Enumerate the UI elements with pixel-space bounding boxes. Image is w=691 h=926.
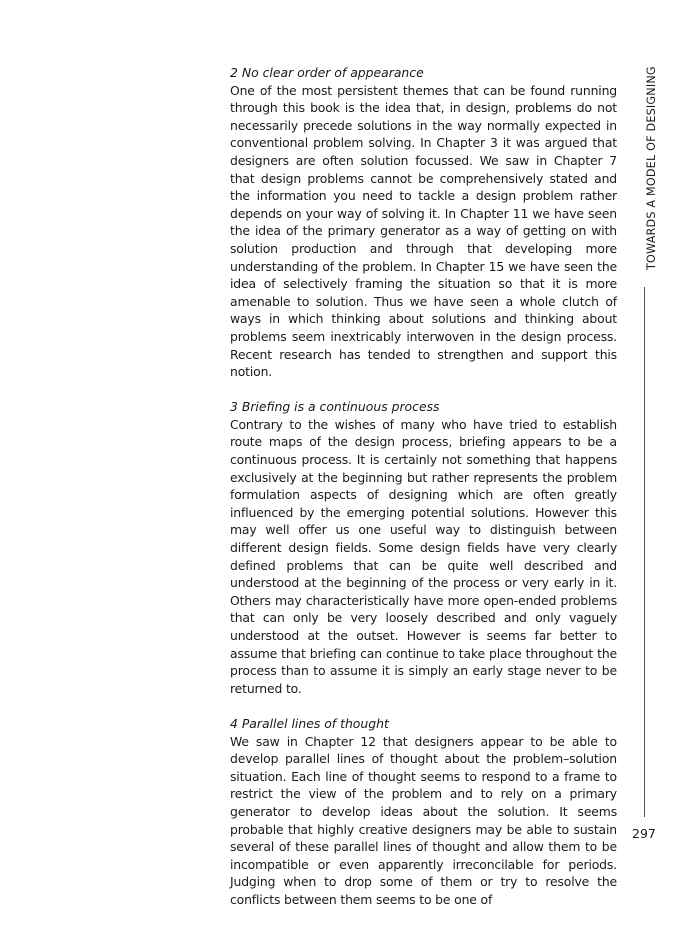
section-heading: 2 No clear order of appearance	[230, 65, 424, 80]
page-number: 297	[632, 826, 656, 841]
section-paragraph: We saw in Chapter 12 that designers appear to be able to develop parallel lines of thought about the problem–solution situation. Each line of thought seems to respond to a frame to restrict the view of the problem and to rely on a primary generator to develop ideas about the solution. It seems probable that highly creative designers may be able to sustain several of these parallel lines of thought and allow them to be incompatible or even apparently irreconcilable for periods. Judging when to drop some of them or try to resolve the conflicts between them seems to be one of	[230, 733, 617, 907]
section-heading: 3 Briefing is a continuous process	[230, 399, 440, 415]
section-heading: 4 Parallel lines of thought	[230, 715, 389, 731]
section-paragraph: Contrary to the wishes of many who have tried to establish route maps of the design process, briefing appears to be a continuous process. It is certainly not something that happens exclusively at the beginning but rather represents the problem formulation aspects of designing which are often greatly influenced by the emerging potential solutions. However this may well offer us one useful way to distinguish between different design fields. Some design fields have very clearly defined problems that can be quite well described and understood at the beginning of the process or very early in it. Others may characteristically have more open-ended problems that can only be very loosely described and only vaguely understood at the outset. However is seems far better to assume that briefing can continue to take place throughout the process than to assume it is simply an early stage never to be returned to.	[230, 416, 617, 696]
main-text-column	[230, 64, 617, 926]
section-parallel-lines	[230, 715, 617, 909]
section-paragraph: One of the most persistent themes that can be found running through this book is the idea that, in design, problems do not necessarily precede solutions in the way normally expected in conventional problem solving. In Chapter 3 it was argued that designers are often solution focussed. We saw in Chapter 7 that design problems cannot be comprehensively stated and the information you need to tackle a design problem rather depends on your way of solving it. In Chapter 11 we have seen the idea of the primary generator as a way of getting on with solution production and through that developing more understanding of the problem. In Chapter 15 we have seen the idea of selectively framing the situation so that it is more amenable to solution. Thus we have seen a whole clutch of ways in which thinking about solutions and thinking about problems seem inextricably interwoven in the design process. Recent research has tended to strengthen and support this notion.	[230, 82, 617, 380]
section-briefing-continuous	[230, 398, 617, 697]
vertical-divider	[644, 287, 645, 817]
section-no-clear-order	[230, 64, 617, 381]
running-head: TOWARDS A MODEL OF DESIGNING	[645, 66, 658, 270]
